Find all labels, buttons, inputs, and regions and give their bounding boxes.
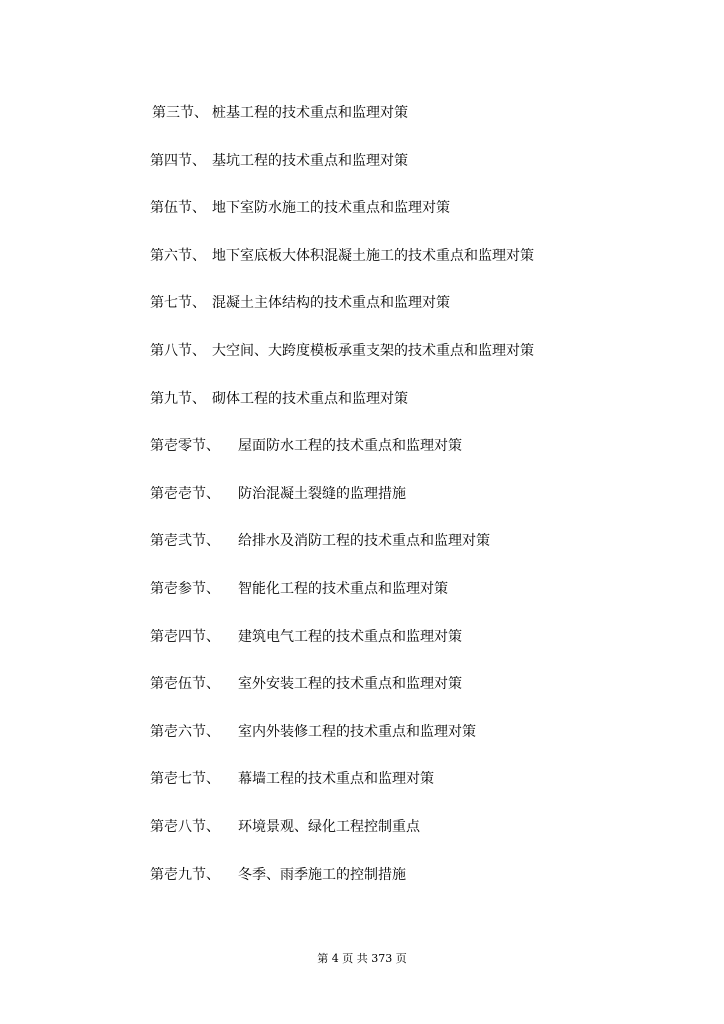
- toc-entry-number: 第壱四节、: [150, 628, 220, 645]
- toc-entry-10: [150, 436, 710, 484]
- toc-entry-12: [150, 531, 710, 579]
- toc-entry-number: 第壱九节、: [150, 866, 220, 883]
- toc-entry-16: [150, 722, 710, 770]
- toc-entry-number: 第伍节、: [150, 200, 206, 217]
- toc-entry-number: 第壱弐节、: [150, 533, 220, 550]
- toc-entry-number: 第九节、: [150, 390, 206, 407]
- toc-entry-title: 智能化工程的技术重点和监理对策: [238, 580, 448, 597]
- toc-entry-8: [150, 341, 710, 389]
- toc-entry-title: 砌体工程的技术重点和监理对策: [212, 390, 408, 407]
- toc-entry-number: 第壱七节、: [150, 771, 220, 788]
- toc-entry-title: 幕墙工程的技术重点和监理对策: [238, 771, 434, 788]
- toc-entry-title: 防治混凝土裂缝的监理措施: [238, 485, 406, 502]
- toc-entry-11: [150, 484, 710, 532]
- toc-entry-7: [150, 293, 710, 341]
- toc-entry-title: 冬季、雨季施工的控制措施: [238, 866, 406, 883]
- toc-entry-title: 混凝土主体结构的技术重点和监理对策: [212, 295, 450, 312]
- toc-entry-title: 给排水及消防工程的技术重点和监理对策: [238, 533, 490, 550]
- toc-entry-14: [150, 627, 710, 675]
- toc-entry-number: 第壱参节、: [150, 580, 220, 597]
- toc-entry-number: 第八节、: [150, 342, 206, 359]
- toc-entry-number: 第壱八节、: [150, 818, 220, 835]
- toc-entry-19: [150, 865, 710, 913]
- toc-entry-title: 环境景观、绿化工程控制重点: [238, 818, 420, 835]
- toc-entry-number: 第壱六节、: [150, 723, 220, 740]
- toc-entry-9: [150, 389, 710, 437]
- toc-entry-number: 第壱壱节、: [150, 485, 220, 502]
- toc-entry-13: [150, 579, 710, 627]
- table-of-contents: [150, 103, 710, 912]
- toc-entry-title: 地下室防水施工的技术重点和监理对策: [212, 200, 450, 217]
- toc-entry-number: 第壱零节、: [150, 438, 220, 455]
- toc-entry-title: 屋面防水工程的技术重点和监理对策: [238, 438, 462, 455]
- toc-entry-title: 桩基工程的技术重点和监理对策: [212, 105, 408, 121]
- toc-entry-title: 室外安装工程的技术重点和监理对策: [238, 676, 462, 693]
- toc-entry-title: 大空间、大跨度模板承重支架的技术重点和监理对策: [212, 342, 534, 359]
- toc-entry-number: 第壱伍节、: [150, 676, 220, 693]
- toc-entry-5: [150, 198, 710, 246]
- toc-entry-6: [150, 246, 710, 294]
- page-footer-label: 第 4 页 共 373 页: [317, 952, 407, 965]
- toc-entry-17: [150, 769, 710, 817]
- toc-entry-title: 建筑电气工程的技术重点和监理对策: [238, 628, 462, 645]
- toc-entry-18: [150, 817, 710, 865]
- toc-entry-title: 基坑工程的技术重点和监理对策: [212, 152, 408, 169]
- toc-entry-4: [150, 151, 710, 199]
- toc-entry-number: 第三节、: [152, 105, 208, 121]
- toc-entry-15: [150, 674, 710, 722]
- toc-entry-3: [150, 103, 710, 151]
- toc-entry-number: 第七节、: [150, 295, 206, 312]
- toc-entry-number: 第六节、: [150, 247, 206, 264]
- toc-entry-number: 第四节、: [150, 152, 206, 169]
- toc-entry-title: 室内外装修工程的技术重点和监理对策: [238, 723, 476, 740]
- toc-entry-title: 地下室底板大体积混凝土施工的技术重点和监理对策: [212, 247, 534, 264]
